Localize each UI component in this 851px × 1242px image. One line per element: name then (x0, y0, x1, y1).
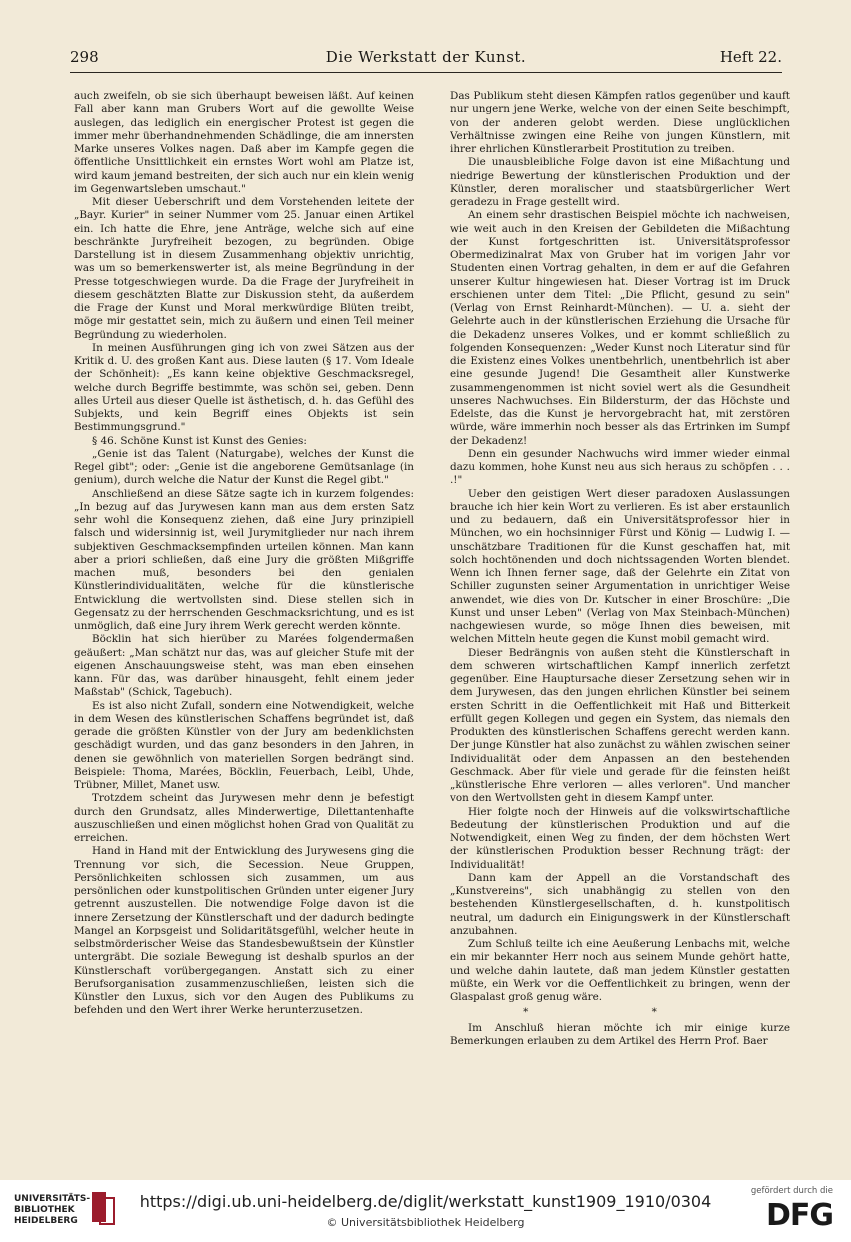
header-rule (70, 72, 782, 73)
journal-title: Die Werkstatt der Kunst. (325, 48, 527, 66)
right-column (450, 90, 790, 1170)
paragraph: Anschließend an diese Sätze sagte ich in kurzem folgendes: „In bezug auf das Jurywesen kann man aus dem ersten Satz sehr wohl die Konsequenz ziehen, daß eine Jury prinzipiell falsch und widersinnig ist, weil Jurymitglieder nur nach ihrem subjektiven Geschmacksempfinden urteilen können. Man kann aber a priori schließen, daß eine Jury die größten Mißgriffe machen muß, besonders bei den genialen Künstlerindividualitäten, welche für die künstlerische Entwicklung die wertvollsten sind. Diese stellen sich in Gegensatz zu der herrschenden Geschmacksrichtung, und es ist unmöglich, daß eine Jury ihrem Werk gerecht werden könnte. (74, 487, 414, 632)
viewer-footer (0, 1180, 851, 1242)
section-separator: * * (523, 1006, 717, 1019)
closing-paragraph: Im Anschluß hieran möchte ich mir einige kurze Bemerkungen erlauben zu dem Artikel des Herrn Prof. Baer (450, 1021, 790, 1047)
paragraph: Mit dieser Ueberschrift und dem Vorstehenden leitete der „Bayr. Kurier" in seiner Nummer vom 25. Januar einen Artikel ein. Ich hatte die Ehre, jene Anträge, welche sich auf eine beschränkte Juryfreiheit bezogen, zu begründen. Obige Darstellung ist in diesem Zusammenhang objektiv unrichtig, was um so bemerkenswerter ist, als meine Begründung in der Presse totgeschwiegen wurde. Da die Frage der Juryfreiheit in diesem geschätzten Blatte zur Diskussion steht, da außerdem die Frage der Kunst und Moral merkwürdige Blüten treibt, möge mir gestattet sein, mich zu äußern und einen Teil meiner Begründung zu wiederholen. (74, 196, 414, 341)
paragraph: Die unausbleibliche Folge davon ist eine Mißachtung und niedrige Bewertung der künstlerischen Produktion und der Künstler, deren moralischer und staatsbürgerlicher Wert geradezu in Frage gestellt wird. (450, 156, 790, 208)
paragraph: Ueber den geistigen Wert dieser paradoxen Auslassungen brauche ich hier kein Wort zu verlieren. Es ist aber erstaunlich und zu bedauern, daß ein Universitätsprofessor hier in München, wo ein hochsinniger Fürst und König — Ludwig I. — unschätzbare Traditionen für die Kunst geschaffen hat, mit solch hochtönenden und doch nichtssagenden Worten blendet. Wenn ich Ihnen ferner sage, daß der Gelehrte ein Zitat von Schiller zugunsten seiner Argumentation in unrichtiger Weise anwendet, wie dies von Dr. Kutscher in einer Broschüre: „Die Kunst und unser Leben" (Verlag von Max Steinbach-München) nachgewiesen wurde, so möge Ihnen dies beweisen, mit welchen Mitteln heute gegen die Kunst mobil gemacht wird. (450, 487, 790, 646)
paragraph: Dieser Bedrängnis von außen steht die Künstlerschaft in dem schweren wirtschaftlichen Kampf innerlich zerfetzt gegenüber. Eine Hauptursache dieser Zersetzung sehen wir in dem Jurywesen, das den jungen ehrlichen Künstler bei seinem ersten Schritt in die Oeffentlichkeit mit Haß und Bitterkeit erfüllt gegen Kollegen und gegen ein System, das niemals den Produkten des künstlerischen Schaffens gerecht werden kann. Der junge Künstler hat also zunächst zu wählen zwischen seiner Individualität oder dem Anpassen an den bestehenden Geschmack. Aber für viele und gerade für die feinsten heißt „künstlerische Ehre verloren — alles verloren". Und mancher von den Wertvollsten geht in diesem Kampf unter. (450, 646, 790, 805)
library-name: UNIVERSITÄTS- BIBLIOTHEK HEIDELBERG (14, 1194, 91, 1226)
paragraph: Zum Schluß teilte ich eine Aeußerung Lenbachs mit, welche ein mir bekannter Herr noch aus seinem Munde gehört hatte, und welche dahin lautete, daß man jedem Künstler gestatten müßte, ein Werk vor die Oeffentlichkeit zu bringen, wenn der Glaspalast groß genug wäre. (450, 938, 790, 1003)
paragraph: Böcklin hat sich hierüber zu Marées folgendermaßen geäußert: „Man schätzt nur das, was auf gleicher Stufe mit der eigenen Anschauungsweise steht, was man eben einsehen kann. Für das, was darüber hinausgeht, fehlt einem jeder Maßstab" (Schick, Tagebuch). (74, 633, 414, 699)
paragraph: Hier folgte noch der Hinweis auf die volkswirtschaftliche Bedeutung der künstlerischen Produktion und auf die Notwendigkeit, einen Weg zu finden, der dem höchsten Wert der künstlerischen Produktion besser Rechnung trägt: der Individualität! (450, 805, 790, 871)
paragraph: An einem sehr drastischen Beispiel möchte ich nachweisen, wie weit auch in den Kreisen der Gebildeten die Mißachtung der Kunst fortgeschritten ist. Universitätsprofessor Obermedizinalrat Max von Gruber hat im vorigen Jahr vor Studenten einen Vortrag gehalten, in dem er auf die Gefahren unserer Kultur hingewiesen hat. Dieser Vortrag ist im Druck erschienen unter dem Titel: „Die Pflicht, gesund zu sein" (Verlag von Ernst Reinhardt-München). — U. a. sieht der Gelehrte auch in der künstlerischen Erziehung die Ursache für die Dekadenz unseres Volkes, und er kommt schließlich zu folgenden Konsequenzen: „Weder Kunst noch Literatur sind für die Existenz eines Volkes unentbehrlich, unentbehrlich ist aber eine gesunde Jugend! Die Gesamtheit aller Kunstwerke zusammengenommen ist nicht soviel wert als die Gesundheit unseres Nachwuchses. Ein Bildersturm, der das Höchste und Edelste, das die Kunst je hervorgebracht hat, mit zerstören würde, wäre immerhin noch besser als das Ertrinken im Sumpf der Dekadenz! (450, 209, 790, 447)
paragraph: Das Publikum steht diesen Kämpfen ratlos gegenüber und kauft nur ungern jene Werke, welche von der einen Seite beschimpft, von der anderen gelobt werden. Diese unglücklichen Verhältnisse zwingen eine Reihe von jungen Künstlern, mit ihrer ehrlichen Künstlerarbeit Prostitution zu treiben. (450, 90, 790, 155)
permalink-url[interactable]: https://digi.ub.uni-heidelberg.de/diglit/werkstatt_kunst1909_1910/0304 (139, 1192, 712, 1211)
funding-note: gefördert durch die (750, 1186, 833, 1196)
copyright-notice: © Universitätsbibliothek Heidelberg (326, 1216, 525, 1229)
paragraph: In meinen Ausführungen ging ich von zwei Sätzen aus der Kritik d. U. des großen Kant aus. Diese lauten (§ 17. Vom Ideale der Schönheit): „Es kann keine objektive Geschmacksregel, welche durch Begriffe bestimmte, was schön sei, geben. Denn alles Urteil aus dieser Quelle ist ästhetisch, d. h. das Gefühl des Subjekts, und kein Begriff eines Objekts ist sein Bestimmungsgrund." (74, 341, 414, 434)
dfg-logo[interactable]: DFG (765, 1198, 833, 1233)
paragraph: § 46. Schöne Kunst ist Kunst des Genies: (92, 434, 307, 447)
issue-number: Heft 22. (719, 48, 782, 66)
paragraph: Es ist also nicht Zufall, sondern eine Notwendigkeit, welche in dem Wesen des künstlerischen Schaffens begründet ist, daß gerade die größten Künstler von der Jury am bedenklichsten geschädigt wurden, und das ganz besonders in den Jahren, in denen sie gewöhnlich von materiellen Sorgen bedrängt sind. Beispiele: Thoma, Marées, Böcklin, Feuerbach, Leibl, Uhde, Trübner, Millet, Manet usw. (74, 699, 414, 791)
paragraph: Trotzdem scheint das Jurywesen mehr denn je befestigt durch den Grundsatz, alles Minderwertige, Dilettantenhafte auszuschließen und einen möglichst hohen Grad von Qualität zu erreichen. (74, 792, 414, 844)
page-number: 298 (70, 48, 99, 66)
paragraph: auch zweifeln, ob sie sich überhaupt beweisen läßt. Auf keinen Fall aber kann man Grubers Wort auf die gewollte Weise auslegen, das lediglich ein energischer Protest ist gegen die immer mehr überhandnehmenden Schädlinge, die am innersten Marke unseres Volkes nagen. Daß aber im Kampfe gegen die öffentliche Unsittlichkeit ein ernstes Wort wohl am Platze ist, wird kaum jemand bestreiten, der sich auch nur ein klein wenig im Gegenwartsleben umschaut." (74, 90, 414, 195)
paragraph: Hand in Hand mit der Entwicklung des Jurywesens ging die Trennung vor sich, die Secession. Neue Gruppen, Persönlichkeiten schlossen sich zusammen, um aus persönlichen oder kunstpolitischen Gründen unter eigener Jury getrennt auszustellen. Die notwendige Folge davon ist die innere Zersetzung der Künstlerschaft und der dadurch bedingte Mangel an Korpsgeist und Solidaritätsgefühl, welcher heute in selbstmörderischer Weise das Standesbewußtsein der Künstler untergräbt. Die soziale Bewegung ist deshalb spurlos an der Künstlerschaft vorübergegangen. Anstatt sich zu einer Berufsorganisation zusammenzuschließen, leisten sich die Künstler den Luxus, sich vor den Augen des Publikums zu befehden und den Wert ihrer Werke herunterzusetzen. (74, 845, 414, 1017)
left-column (74, 90, 414, 1170)
page-header (70, 48, 782, 72)
paragraph: „Genie ist das Talent (Naturgabe), welches der Kunst die Regel gibt"; oder: „Genie ist die angeborene Gemütsanlage (in genium), durch welche die Natur der Kunst die Regel gibt." (74, 447, 414, 487)
paragraph: Denn ein gesunder Nachwuchs wird immer wieder einmal dazu kommen, hohe Kunst neu aus sich heraus zu schöpfen . . . .!" (450, 447, 790, 487)
paragraph: Dann kam der Appell an die Vorstandschaft des „Kunstvereins", sich unabhängig zu stellen von den bestehenden Künstlergesellschaften, d. h. kunstpolitisch neutral, um dadurch ein Einigungswerk in der Künstlerschaft anzubahnen. (450, 871, 790, 937)
